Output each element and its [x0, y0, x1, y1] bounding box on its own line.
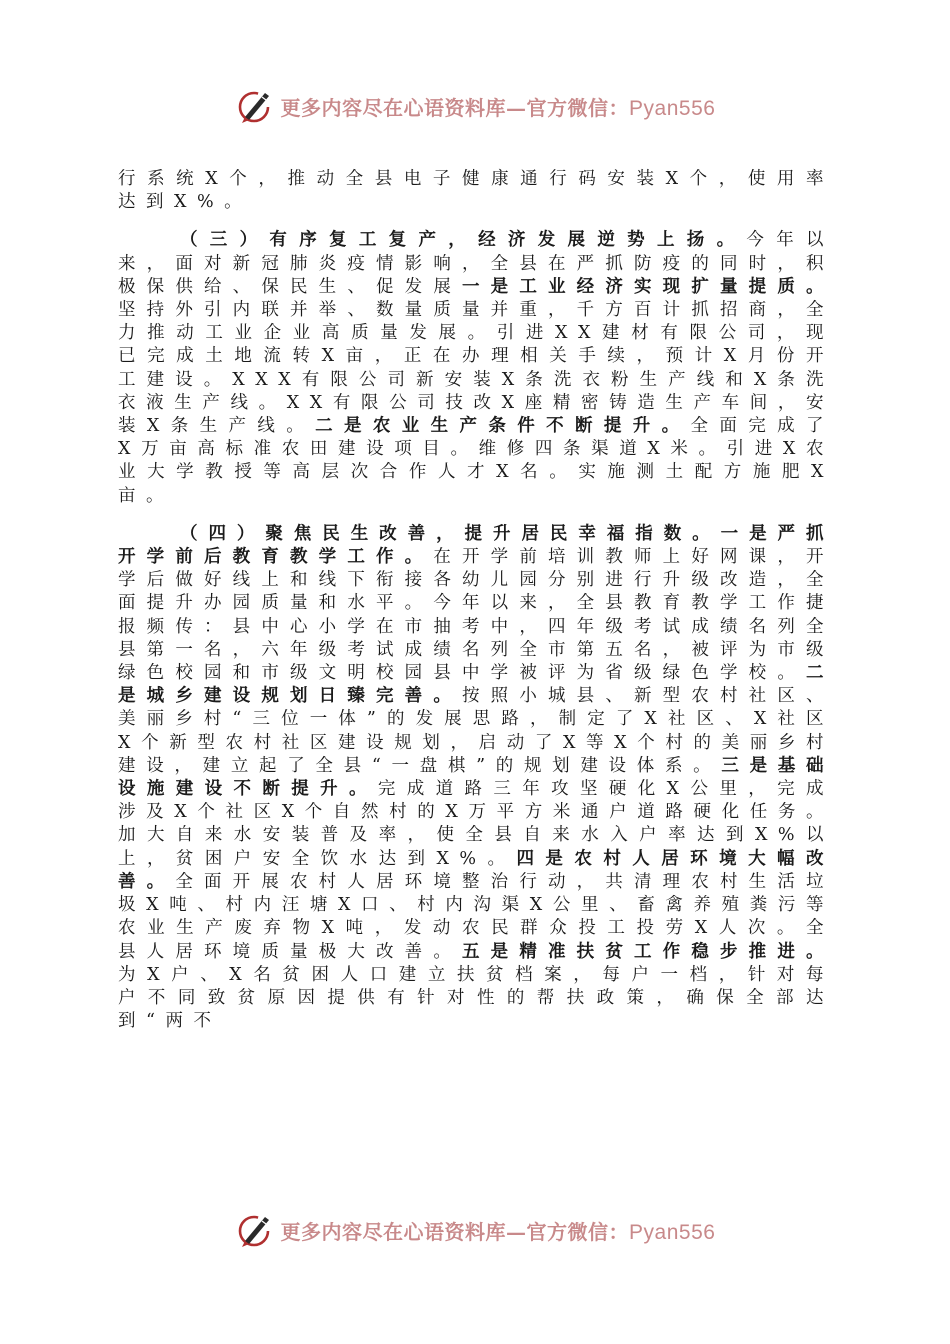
text-segment: 全面完成了X万亩高标准农田建设项目。维修四条渠道X米。引进X农业大学教授等高层次合作人才X名。实施测土配方施肥X亩。 — [118, 416, 835, 506]
text-segment: 全面开展农村人居环境整治行动，共清理农村生活垃圾X吨、村内汪塘X口、村内沟渠X公里、畜禽养殖粪污等农业生产废弃物X吨，发动农民群众投工投劳X人次。全县人居环境质量极大改善。 — [118, 871, 835, 962]
text-segment: 在开学前培训教师上好网课，开学后做好线上和线下衔接各幼儿园分别进行升级改造，全面提升办园质量和水平。今年以来，全县教育教学工作捷报频传：县中心小学在市抽考中，四年级考试成绩名列全县第一名，六年级考试成绩名列全市第五名，被评为市级绿色校园和市级文明校园县中学被评为省级绿色学校。 — [118, 547, 835, 684]
text-segment: 完成道路三年攻坚硬化X公里，完成涉及X个社区X个自然村的X万平方米通户道路硬化任务。加大自来水安装普及率，使全县自来水入户率达到X%以上，贫困户安全饮水达到X%。 — [118, 779, 834, 869]
document-body — [118, 168, 834, 1048]
paragraph — [118, 168, 834, 214]
text-segment: 今年以来，面对新冠肺炎疫情影响，全县在严抓防疫的同时，积极保供给、保民生、促发展 — [118, 230, 835, 297]
bold-heading-segment: 二是城乡建设规划日臻完善。 — [118, 663, 834, 707]
text-segment: 为X户、X名贫困人口建立扶贫档案，每户一档，针对每户不同致贫原因提供有针对性的帮扶政策，确保全部达到“两不 — [118, 964, 834, 1032]
bold-heading-segment: 一是工业经济实现扩量提质。 — [462, 276, 834, 297]
bold-heading-segment: （四）聚焦民生改善，提升居民幸福指数。 — [180, 523, 721, 544]
bold-heading-segment: 一是严抓开学前后教育教学工作。 — [118, 523, 835, 568]
header-watermark-banner — [0, 84, 950, 128]
pen-circle-logo-icon — [235, 1210, 275, 1250]
pen-circle-logo-icon — [235, 86, 275, 126]
bold-heading-segment: 四是农村人居环境大幅改善。 — [118, 848, 834, 892]
bold-heading-segment: （三）有序复工复产，经济发展逆势上扬。 — [180, 230, 747, 251]
banner-text: 更多内容尽在心语资料库—官方微信：Pyan556 — [280, 1219, 716, 1244]
paragraph — [118, 523, 834, 1033]
bold-heading-segment: 五是精准扶贫工作稳步推进。 — [462, 941, 834, 962]
text-segment: 行系统X个，推动全县电子健康通行码安装X个，使用率达到X%。 — [118, 169, 834, 213]
paragraph — [118, 229, 834, 507]
banner-text: 更多内容尽在心语资料库—官方微信：Pyan556 — [280, 95, 716, 120]
bold-heading-segment: 三是基础设施建设不断提升。 — [118, 755, 834, 800]
text-segment: 坚持外引内联并举、数量质量并重，千方百计抓招商，全力推动工业企业高质量发展。引进XX建材有限公司，现已完成土地流转X亩，正在办理相关手续，预计X月份开工建设。XXX有限公司新安装X条洗衣粉生产线和X条洗衣液生产线。XX有限公司技改X座精密铸造生产车间，安装X条生产线。 — [118, 300, 834, 437]
bold-heading-segment: 二是农业生产条件不断提升。 — [315, 416, 691, 437]
footer-watermark-banner — [0, 1208, 950, 1252]
text-segment: 按照小城县、新型农村社区、美丽乡村“三位一体”的发展思路，制定了X社区、X社区X个新型农村社区建设规划，启动了X等X个村的美丽乡村建设，建立起了全县“一盘棋”的规划建设体系。 — [118, 686, 834, 776]
